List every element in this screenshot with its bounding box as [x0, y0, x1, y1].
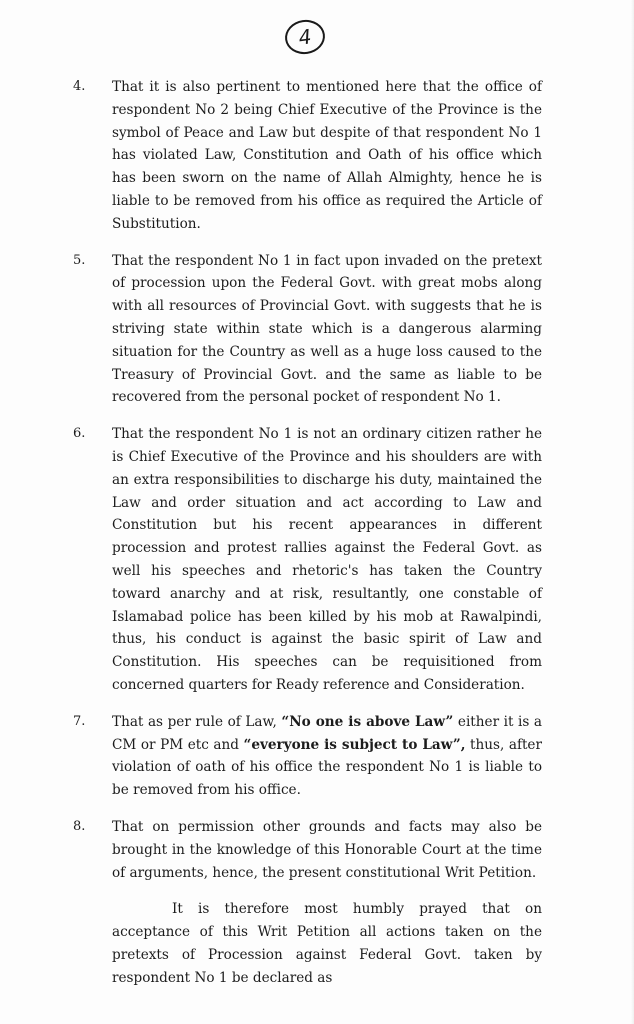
paragraph-number: 7. — [73, 713, 86, 729]
paragraph-number: 4. — [73, 79, 86, 94]
page-number-text: 4 — [297, 24, 313, 50]
paragraph-number: 5. — [73, 252, 86, 268]
paragraph-number: 6. — [73, 426, 86, 442]
paragraph-text-part: thus, after violation of oath of his office the respondent No 1 is liable to be removed from his office. — [112, 736, 542, 799]
paragraph-text: That the respondent No 1 in fact upon invaded on the pretext of procession upon the Federal Govt. with great mobs along with all resources of Provincial Govt. with suggests that he is striving state within state which is a dangerous alarming situation for the Country as well as a huge loss caused to the Treasury of Provincial Govt. and the same as liable to be recovered from the personal pocket of respondent No 1. — [112, 252, 542, 406]
prayer-paragraph — [112, 898, 542, 989]
paragraph-number: 8. — [73, 818, 86, 834]
paragraph-4 — [73, 76, 542, 236]
document-body — [0, 76, 634, 989]
paragraph-text: That the respondent No 1 is not an ordinary citizen rather he is Chief Executive of the Province and his shoulders are with an extra responsibilities to discharge his duty, maintained the Law and order situation and act according to Law and Constitution but his recent appearances in different procession and protest rallies against the Federal Govt. as well his speeches and rhetoric's has taken the Country toward anarchy and at risk, resultantly, one constable of Islamabad police has been killed by his mob at Rawalpindi, thus, his conduct is against the basic spirit of Law and Constitution. His speeches can be requisitioned from concerned quarters for Ready reference and Consideration. — [112, 426, 542, 693]
paragraph-text: That on permission other grounds and facts may also be brought in the knowledge of this Honorable Court at the time of arguments, hence, the present constitutional Writ Petition. — [112, 818, 542, 881]
paragraph-8 — [73, 816, 542, 884]
prayer-text: It is therefore most humbly prayed that on acceptance of this Writ Petition all actions taken on the pretexts of Procession against Federal Govt. taken by respondent No 1 be declared as — [112, 901, 542, 986]
paragraph-text: That it is also pertinent to mentioned here that the office of respondent No 2 being Chief Executive of the Province is the symbol of Peace and Law but despite of that respondent No 1 has violated Law, Constitution and Oath of his office which has been sworn on the name of Allah Almighty, hence he is liable to be removed from his office as required the Article of Substitution. — [112, 79, 542, 232]
paragraph-5 — [73, 250, 542, 410]
paragraph-text-part: either it is a CM or PM etc and — [112, 713, 542, 753]
bold-quote-everyone-subject-to-law: “everyone is subject to Law”, — [243, 736, 466, 753]
paragraph-6 — [73, 423, 542, 697]
paragraph-7 — [73, 711, 542, 802]
paragraph-text-part: That as per rule of Law, — [112, 713, 282, 730]
handwritten-page-number — [283, 17, 327, 56]
bold-quote-no-one-above-law: “No one is above Law” — [281, 713, 454, 730]
